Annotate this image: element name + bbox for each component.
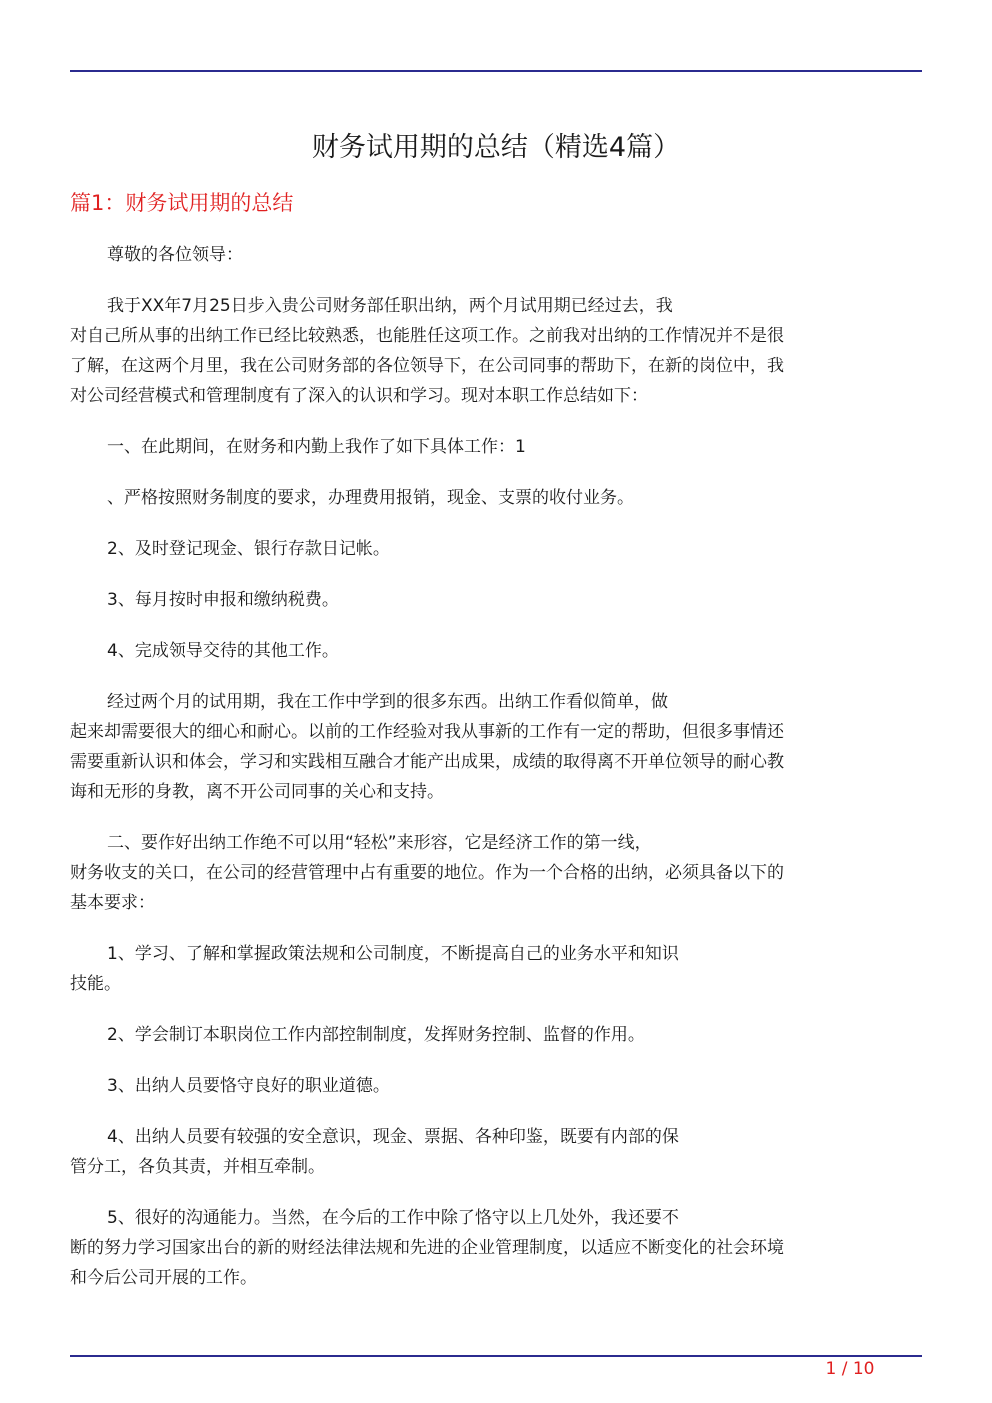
paragraph xyxy=(70,291,912,411)
document-title: 财务试用期的总结（精选4篇） xyxy=(311,132,681,163)
paragraph-line: 1、学习、了解和掌握政策法规和公司制度，不断提高自己的业务水平和知识 xyxy=(107,944,679,964)
paragraph xyxy=(70,432,912,462)
paragraph-line: 和今后公司开展的工作。 xyxy=(70,1268,257,1288)
paragraph-line: 技能。 xyxy=(70,974,121,994)
paragraph-line: 对自己所从事的出纳工作已经比较熟悉，也能胜任这项工作。之前我对出纳的工作情况并不是很 xyxy=(70,326,784,346)
paragraph-line: 5、很好的沟通能力。当然，在今后的工作中除了恪守以上几处外，我还要不 xyxy=(107,1208,679,1228)
paragraph xyxy=(70,1071,912,1101)
paragraph-line: 诲和无形的身教，离不开公司同事的关心和支持。 xyxy=(70,782,444,802)
paragraph-line: 对公司经营模式和管理制度有了深入的认识和学习。现对本职工作总结如下： xyxy=(70,386,648,406)
paragraph-line: 财务收支的关口，在公司的经营管理中占有重要的地位。作为一个合格的出纳，必须具备以下的 xyxy=(70,863,784,883)
paragraph-line: 二、要作好出纳工作绝不可以用“轻松”来形容，它是经济工作的第一线， xyxy=(107,833,652,853)
paragraph-line: 3、出纳人员要恪守良好的职业道德。 xyxy=(107,1076,390,1096)
paragraph xyxy=(70,240,912,270)
paragraph xyxy=(70,585,912,615)
paragraph-line: 需要重新认识和体会，学习和实践相互融合才能产出成果，成绩的取得离不开单位领导的耐心教 xyxy=(70,752,784,772)
header-rule xyxy=(70,70,922,72)
paragraph-line: 2、及时登记现金、银行存款日记帐。 xyxy=(107,539,390,559)
paragraph-line: 、严格按照财务制度的要求，办理费用报销，现金、支票的收付业务。 xyxy=(107,488,634,508)
page-number: 1 / 10 xyxy=(825,1359,875,1379)
paragraph-line: 2、学会制订本职岗位工作内部控制制度，发挥财务控制、监督的作用。 xyxy=(107,1025,645,1045)
paragraph-line: 4、完成领导交待的其他工作。 xyxy=(107,641,339,661)
paragraph-line: 基本要求： xyxy=(70,893,155,913)
paragraph-line: 管分工，各负其责，并相互牵制。 xyxy=(70,1157,325,1177)
document-body xyxy=(70,240,912,1314)
paragraph-line: 一、在此期间，在财务和内勤上我作了如下具体工作：1 xyxy=(107,437,526,457)
paragraph xyxy=(70,1020,912,1050)
paragraph xyxy=(70,687,912,807)
section-heading: 篇1：财务试用期的总结 xyxy=(70,191,294,215)
paragraph xyxy=(70,1203,912,1293)
paragraph-line: 4、出纳人员要有较强的安全意识，现金、票据、各种印鉴，既要有内部的保 xyxy=(107,1127,679,1147)
paragraph-line: 我于XX年7月25日步入贵公司财务部任职出纳，两个月试用期已经过去，我 xyxy=(107,296,673,316)
paragraph-line: 断的努力学习国家出台的新的财经法律法规和先进的企业管理制度，以适应不断变化的社会环境 xyxy=(70,1238,784,1258)
paragraph xyxy=(70,534,912,564)
paragraph xyxy=(70,828,912,918)
paragraph-line: 尊敬的各位领导： xyxy=(107,245,243,265)
paragraph xyxy=(70,483,912,513)
paragraph xyxy=(70,939,912,999)
paragraph-line: 3、每月按时申报和缴纳税费。 xyxy=(107,590,339,610)
footer-rule xyxy=(70,1355,922,1357)
paragraph xyxy=(70,636,912,666)
paragraph-line: 起来却需要很大的细心和耐心。以前的工作经验对我从事新的工作有一定的帮助，但很多事情还 xyxy=(70,722,784,742)
paragraph-line: 了解，在这两个月里，我在公司财务部的各位领导下，在公司同事的帮助下，在新的岗位中，我 xyxy=(70,356,784,376)
paragraph-line: 经过两个月的试用期，我在工作中学到的很多东西。出纳工作看似简单，做 xyxy=(107,692,668,712)
paragraph xyxy=(70,1122,912,1182)
